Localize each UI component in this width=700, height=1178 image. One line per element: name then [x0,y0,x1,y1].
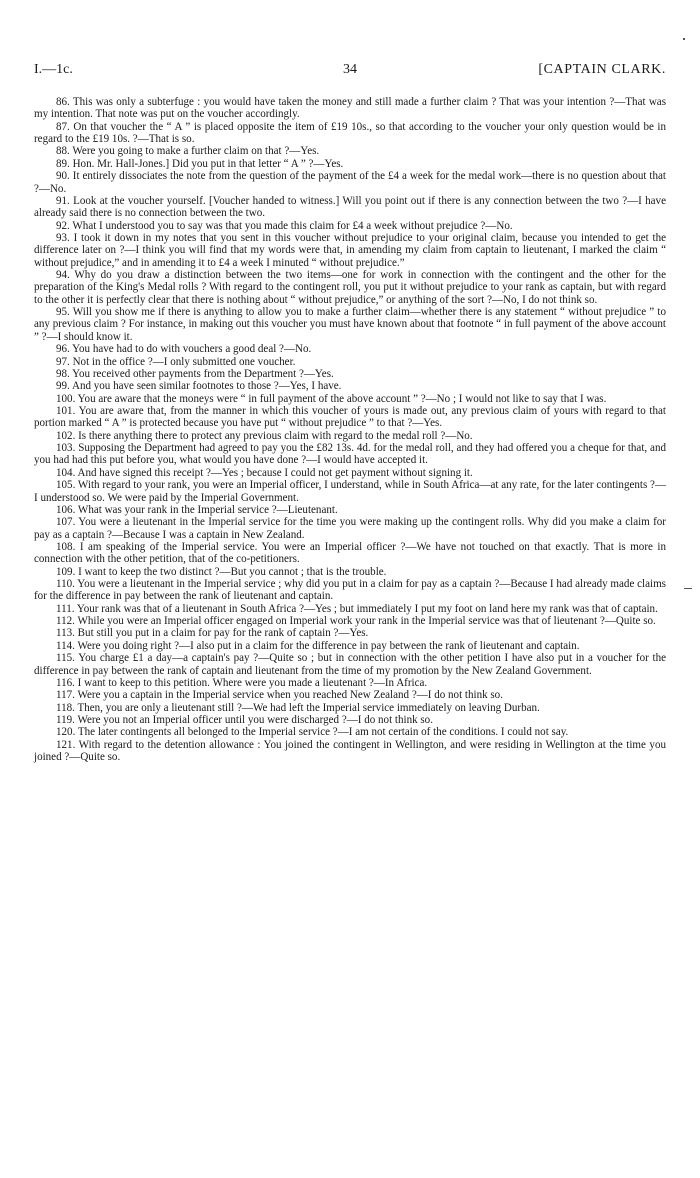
testimony-paragraph: 106. What was your rank in the Imperial service ?—Lieutenant. [56,503,338,516]
testimony-paragraph: 99. And you have seen similar footnotes to those ?—Yes, I have. [56,380,342,393]
testimony-paragraph: 88. Were you going to make a further claim on that ?—Yes. [56,145,320,158]
testimony-paragraph: 102. Is there anything there to protect any previous claim with regard to the medal roll ?—No. [56,429,473,442]
testimony-paragraph: 86. This was only a subterfuge : you would have taken the money and still made a further claim ? That was your intention ?—That was my intention. That note was put on the voucher accordingly. [34,96,666,121]
testimony-paragraph: 90. It entirely dissociates the note from the question of the payment of the £4 a week for the medal work—there is no question about that ?—No. [34,170,666,195]
testimony-paragraph: 104. And have signed this receipt ?—Yes ; because I could not get payment without signing it. [56,466,473,479]
testimony-paragraph: 117. Were you a captain in the Imperial service when you reached New Zealand ?—I do not think so. [56,689,503,702]
testimony-paragraph: 110. You were a lieutenant in the Imperial service ; why did you put in a claim for pay as a captain ?—Because I had already made claims for the difference in pay between the rank of lieutenant and captain. [34,578,666,603]
testimony-paragraph: 116. I want to keep to this petition. Where were you made a lieutenant ?—In Africa. [56,676,428,689]
testimony-paragraph: 120. The later contingents all belonged to the Imperial service ?—I am not certain of the conditions. I could not say. [56,726,569,739]
testimony-paragraph: 105. With regard to your rank, you were an Imperial officer, I understand, while in South Africa—at any rate, for the later contingents ?—I understood so. We were paid by the Imperial Government. [34,479,666,504]
testimony-paragraph: 91. Look at the voucher yourself. [Voucher handed to witness.] Will you point out if there is any connection between the two ?—I have already said there is no connection between the two. [34,194,666,220]
testimony-paragraph: 97. Not in the office ?—I only submitted one voucher. [56,355,296,368]
testimony-paragraph: 108. I am speaking of the Imperial service. You were an Imperial officer ?—We have not touched on that exactly. That is more in connection with the other petition, that of the co-petitioners. [34,540,666,566]
scan-speck [683,38,685,40]
document-reference: I.—1c. [34,62,73,77]
testimony-paragraph: 92. What I understood you to say was that you made this claim for £4 a week without prejudice ?—No. [56,219,513,232]
testimony-paragraph: 118. Then, you are only a lieutenant still ?—We had left the Imperial service immediately on leaving Durban. [56,701,540,714]
testimony-paragraph: 101. You are aware that, from the manner in which this voucher of yours is made out, any previous claim of yours with regard to that portion marked “ A ” is protected because you have put “ without prejudice ” to that ?—Yes. [34,404,666,430]
testimony-paragraph: 113. But still you put in a claim for pay for the rank of captain ?—Yes. [56,627,369,640]
testimony-paragraph: 109. I want to keep the two distinct ?—But you cannot ; that is the trouble. [56,565,387,578]
testimony-paragraph: 95. Will you show me if there is anything to allow you to make a further claim—whether there is any statement “ without prejudice ” to any previous claim ? For instance, in making out this voucher you must have known about that footnote “ in full payment of the above account ” ?—I should know it. [34,306,666,343]
testimony-paragraph: 111. Your rank was that of a lieutenant in South Africa ?—Yes ; but immediately I put my foot on land here my rank was that of captain. [56,602,658,615]
testimony-paragraph: 93. I took it down in my notes that you sent in this voucher without prejudice to your original claim, because you intended to get the difference later on ?—I think you will find that my words were that, in amending my claim from captain to lieutenant, I marked the claim “ without prejudice,” and in amending it to £4 a week I minuted “ without prejudice.” [34,231,666,269]
witness-name: [CAPTAIN CLARK. [538,62,666,77]
testimony-paragraph: 98. You received other payments from the Department ?—Yes. [56,367,334,380]
testimony-paragraph: 115. You charge £1 a day—a captain's pay ?—Quite so ; but in connection with the other petition I have also put in a voucher for the difference in pay between the rank of captain and lieutenant from the time of my promotion by the New Zealand Government. [34,652,666,677]
testimony-paragraph: 114. Were you doing right ?—I also put in a claim for the difference in pay between the rank of lieutenant and captain. [56,639,580,652]
page-number: 34 [343,62,357,77]
testimony-paragraph: 121. With regard to the detention allowance : You joined the contingent in Wellington, and were residing in Wellington at the time you joined ?—Quite so. [34,738,666,764]
testimony-paragraph: 89. Hon. Mr. Hall-Jones.] Did you put in that letter “ A ” ?—Yes. [56,157,344,170]
document-body [34,96,666,763]
testimony-paragraph: 100. You are aware that the moneys were “ in full payment of the above account ” ?—No ; I would not like to say that I was. [56,392,607,405]
page-header [34,62,666,82]
testimony-paragraph: 94. Why do you draw a distinction between the two items—one for work in connection with the contingent and the other for the preparation of the King's Medal rolls ? With regard to the contingent roll, you put it without prejudice to your rank as captain, but with regard to the other it is perfectly clear that there is nothing about “ without prejudice,” or anything of the sort ?—No, I do not think so. [34,269,666,306]
scan-speck [684,588,692,589]
testimony-paragraph: 87. On that voucher the “ A ” is placed opposite the item of £19 10s., so that according to the voucher your only question would be in regard to the £19 10s. ?—That is so. [34,120,666,146]
testimony-paragraph: 103. Supposing the Department had agreed to pay you the £82 13s. 4d. for the medal roll, and they had offered you a cheque for that, and you had had this put before you, what would you have done ?—I would have accepted it. [34,442,666,467]
testimony-paragraph: 107. You were a lieutenant in the Imperial service for the time you were making up the contingent rolls. Why did you make a claim for pay as a captain ?—Because I was a captain in New Zealand. [34,516,666,541]
testimony-paragraph: 112. While you were an Imperial officer engaged on Imperial work your rank in the Imperial service was that of lieutenant ?—Quite so. [56,615,656,628]
testimony-paragraph: 119. Were you not an Imperial officer until you were discharged ?—I do not think so. [56,713,433,726]
testimony-paragraph: 96. You have had to do with vouchers a good deal ?—No. [56,343,312,356]
